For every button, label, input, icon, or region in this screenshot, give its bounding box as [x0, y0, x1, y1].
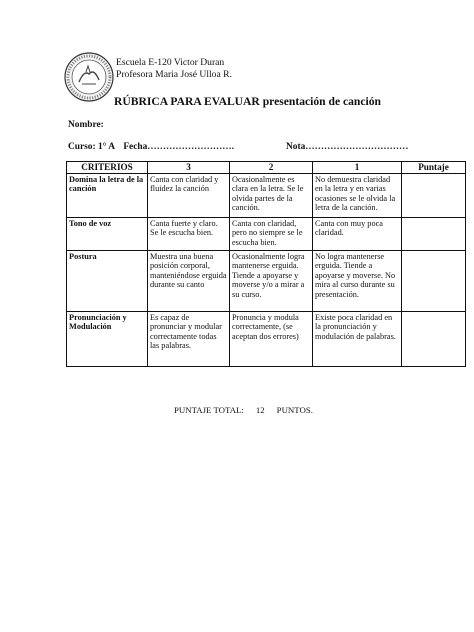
criterio-cell: Pronunciación y Modulación [67, 311, 148, 366]
level-2-cell: Ocasionalmente es clara en la letra. Se le olvida partes de la canción. [230, 173, 313, 217]
level-1-cell: No logra mantenerse erguida. Tiende a apoyarse y moverse. No mira al curso durante su presentación. [313, 250, 402, 311]
total-unit: PUNTOS. [276, 405, 313, 415]
nota-label: Nota…………………………… [286, 142, 409, 152]
header-1: 1 [313, 162, 402, 174]
level-2-cell: Ocasionalmente logra mantenerse erguida. Tiende a apoyarse y moverse y/o a mirar a su curso. [230, 250, 313, 311]
school-name: Escuela E-120 Victor Duran [116, 57, 225, 68]
header-criterios: CRITERIOS [67, 162, 148, 174]
table-row [67, 173, 466, 217]
nombre-label: Nombre: [68, 120, 104, 130]
fecha-label: Fecha………………………. [123, 142, 234, 152]
level-3-cell: Es capaz de pronunciar y modular correctamente todas las palabras. [148, 311, 230, 366]
school-header [116, 57, 232, 81]
header-3: 3 [148, 162, 230, 174]
total-line [174, 405, 313, 415]
table-row [67, 217, 466, 250]
level-3-cell: Canta con claridad y fluidez la canción [148, 173, 230, 217]
total-value: 12 [255, 405, 265, 415]
level-2-cell: Canta con claridad, pero no siempre se le escucha bien. [230, 217, 313, 250]
header-puntaje: Puntaje [402, 162, 466, 174]
table-row [67, 311, 466, 366]
puntaje-cell[interactable] [402, 173, 466, 217]
level-1-cell: Existe poca claridad en la pronunciación y modulación de palabras. [313, 311, 402, 366]
level-1-cell: Canta con muy poca claridad. [313, 217, 402, 250]
teacher-name: Profesora Maria José Ulloa R. [116, 69, 232, 80]
criterio-cell: Postura [67, 250, 148, 311]
puntaje-cell[interactable] [402, 311, 466, 366]
curso-line [68, 142, 409, 152]
criterio-cell: Domina la letra de la canción [67, 173, 148, 217]
table-row [67, 250, 466, 311]
level-3-cell: Muestra una buena posición corporal, manteniéndose erguida durante su canto [148, 250, 230, 311]
school-seal-icon [64, 52, 114, 102]
rubric-table [66, 161, 466, 367]
criterio-cell: Tono de voz [67, 217, 148, 250]
puntaje-cell[interactable] [402, 250, 466, 311]
curso-label: Curso: 1° A [68, 142, 115, 152]
total-label: PUNTAJE TOTAL: [174, 405, 244, 415]
header-2: 2 [230, 162, 313, 174]
table-header-row [67, 162, 466, 174]
page-title: RÚBRICA PARA EVALUAR presentación de canción [114, 95, 381, 108]
level-3-cell: Canta fuerte y claro. Se le escucha bien. [148, 217, 230, 250]
level-1-cell: No demuestra claridad en la letra y en varias ocasiones se le olvida la letra de la canción. [313, 173, 402, 217]
level-2-cell: Pronuncia y modula correctamente, (se aceptan dos errores) [230, 311, 313, 366]
puntaje-cell[interactable] [402, 217, 466, 250]
